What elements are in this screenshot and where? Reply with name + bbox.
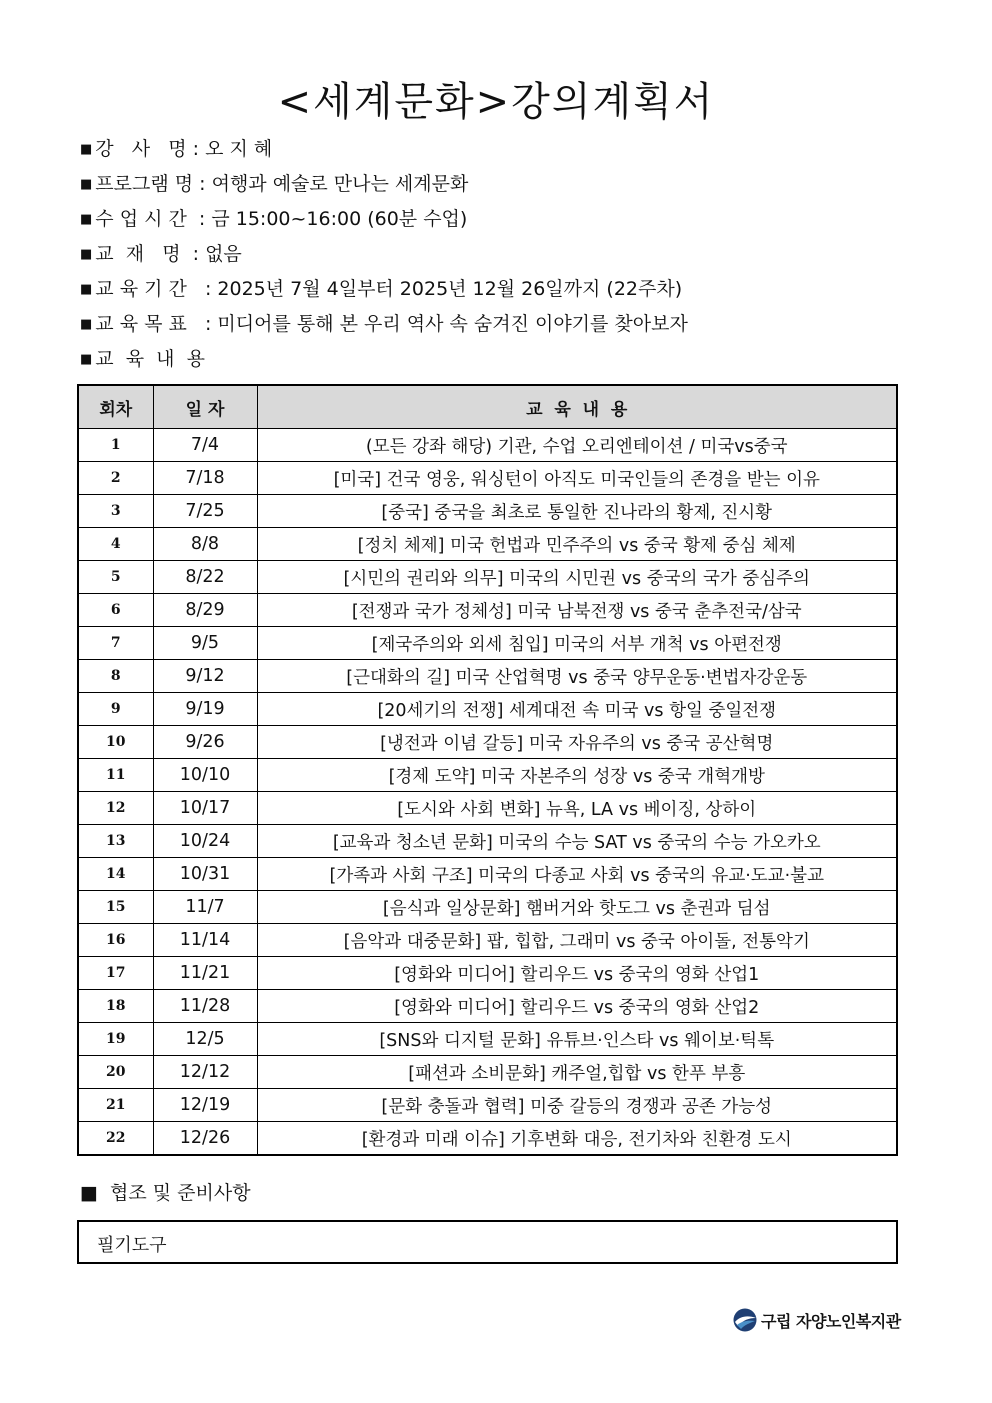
session-date: 12/12 [153, 1056, 257, 1089]
info-text: 프로그램 명 : 여행과 예술로 만나는 세계문화 [95, 173, 469, 195]
session-date: 11/14 [153, 924, 257, 957]
session-number: 7 [78, 627, 153, 660]
session-number: 22 [78, 1122, 153, 1156]
session-date: 9/26 [153, 726, 257, 759]
info-text: 교 육 기 간 : 2025년 7월 4일부터 2025년 12월 26일까지 (22주차) [95, 278, 683, 300]
session-number: 2 [78, 462, 153, 495]
session-date: 9/12 [153, 660, 257, 693]
table-row [78, 726, 897, 759]
session-number: 17 [78, 957, 153, 990]
prep-box [77, 1220, 898, 1264]
welfare-center-emblem-icon [732, 1307, 758, 1333]
session-number: 9 [78, 693, 153, 726]
session-date: 7/25 [153, 495, 257, 528]
session-number: 1 [78, 429, 153, 462]
center-name: 구립 자양노인복지관 [761, 1311, 901, 1331]
table-row [78, 495, 897, 528]
session-number: 21 [78, 1089, 153, 1122]
center-logo [732, 1307, 901, 1333]
table-row [78, 429, 897, 462]
session-content: [영화와 미디어] 할리우드 vs 중국의 영화 산업2 [257, 990, 897, 1023]
session-content: [음식과 일상문화] 햄버거와 핫도그 vs 춘권과 딤섬 [257, 891, 897, 924]
session-date: 8/29 [153, 594, 257, 627]
session-date: 11/28 [153, 990, 257, 1023]
info-text: 교 육 내 용 [95, 348, 205, 370]
bullet-square-icon: ■ [80, 282, 93, 297]
table-row [78, 858, 897, 891]
page-title: <세계문화>강의계획서 [277, 79, 715, 125]
session-content: [미국] 건국 영웅, 워싱턴이 아직도 미국인들의 존경을 받는 이유 [257, 462, 897, 495]
session-content: [환경과 미래 이슈] 기후변화 대응, 전기차와 친환경 도시 [257, 1122, 897, 1156]
table-row [78, 924, 897, 957]
schedule-body [78, 429, 897, 1156]
bullet-square-icon: ■ [80, 142, 93, 157]
session-number: 4 [78, 528, 153, 561]
session-number: 10 [78, 726, 153, 759]
info-goal [80, 307, 688, 342]
session-content: [경제 도약] 미국 자본주의 성장 vs 중국 개혁개방 [257, 759, 897, 792]
session-date: 10/10 [153, 759, 257, 792]
bullet-square-icon: ■ [80, 247, 93, 262]
table-row [78, 957, 897, 990]
session-date: 7/18 [153, 462, 257, 495]
session-date: 12/19 [153, 1089, 257, 1122]
info-content-heading [80, 342, 688, 377]
session-date: 9/19 [153, 693, 257, 726]
header-content: 교 육 내 용 [257, 385, 897, 429]
prep-content: 필기도구 [97, 1235, 167, 1256]
session-content: [문화 충돌과 협력] 미중 갈등의 경쟁과 공존 가능성 [257, 1089, 897, 1122]
bullet-square-icon: ■ [80, 317, 93, 332]
session-number: 3 [78, 495, 153, 528]
bullet-square-icon: ■ [80, 177, 93, 192]
table-row [78, 792, 897, 825]
session-content: [교육과 청소년 문화] 미국의 수능 SAT vs 중국의 수능 가오카오 [257, 825, 897, 858]
session-date: 8/22 [153, 561, 257, 594]
info-instructor [80, 132, 688, 167]
table-row [78, 627, 897, 660]
session-content: [음악과 대중문화] 팝, 힙합, 그래미 vs 중국 아이돌, 전통악기 [257, 924, 897, 957]
session-content: [패션과 소비문화] 캐주얼,힙합 vs 한푸 부흥 [257, 1056, 897, 1089]
session-content: [전쟁과 국가 정체성] 미국 남북전쟁 vs 중국 춘추전국/삼국 [257, 594, 897, 627]
session-content: [SNS와 디지털 문화] 유튜브·인스타 vs 웨이보·틱톡 [257, 1023, 897, 1056]
session-date: 8/8 [153, 528, 257, 561]
session-date: 11/7 [153, 891, 257, 924]
session-date: 10/17 [153, 792, 257, 825]
session-date: 9/5 [153, 627, 257, 660]
schedule-table [77, 384, 898, 1156]
session-content: [가족과 사회 구조] 미국의 다종교 사회 vs 중국의 유교·도교·불교 [257, 858, 897, 891]
session-content: [20세기의 전쟁] 세계대전 속 미국 vs 항일 중일전쟁 [257, 693, 897, 726]
bullet-square-icon: ■ [80, 212, 93, 227]
session-number: 15 [78, 891, 153, 924]
session-number: 13 [78, 825, 153, 858]
table-row [78, 528, 897, 561]
session-content: [시민의 권리와 의무] 미국의 시민권 vs 중국의 국가 중심주의 [257, 561, 897, 594]
session-content: [근대화의 길] 미국 산업혁명 vs 중국 양무운동·변법자강운동 [257, 660, 897, 693]
table-row [78, 561, 897, 594]
session-date: 10/24 [153, 825, 257, 858]
info-period [80, 272, 688, 307]
table-row [78, 825, 897, 858]
session-content: [정치 체제] 미국 헌법과 민주주의 vs 중국 황제 중심 체제 [257, 528, 897, 561]
table-row [78, 462, 897, 495]
table-header-row [78, 385, 897, 429]
info-textbook [80, 237, 688, 272]
session-number: 20 [78, 1056, 153, 1089]
table-row [78, 990, 897, 1023]
session-content: [중국] 중국을 최초로 통일한 진나라의 황제, 진시황 [257, 495, 897, 528]
info-program [80, 167, 688, 202]
table-row [78, 1023, 897, 1056]
table-row [78, 1056, 897, 1089]
session-content: [도시와 사회 변화] 뉴욕, LA vs 베이징, 상하이 [257, 792, 897, 825]
info-text: 교 육 목 표 : 미디어를 통해 본 우리 역사 속 숨겨진 이야기를 찾아보자 [95, 313, 688, 335]
session-date: 10/31 [153, 858, 257, 891]
session-content: [제국주의와 외세 침입] 미국의 서부 개척 vs 아편전쟁 [257, 627, 897, 660]
session-number: 5 [78, 561, 153, 594]
session-number: 16 [78, 924, 153, 957]
table-row [78, 594, 897, 627]
session-date: 11/21 [153, 957, 257, 990]
session-number: 8 [78, 660, 153, 693]
info-section [80, 132, 688, 377]
session-date: 12/26 [153, 1122, 257, 1156]
session-content: [냉전과 이념 갈등] 미국 자유주의 vs 중국 공산혁명 [257, 726, 897, 759]
table-row [78, 1089, 897, 1122]
info-text: 수 업 시 간 : 금 15:00~16:00 (60분 수업) [95, 208, 468, 230]
table-row [78, 891, 897, 924]
header-date: 일 자 [153, 385, 257, 429]
info-text: 강 사 명 : 오 지 혜 [95, 138, 273, 160]
session-content: (모든 강좌 해당) 기관, 수업 오리엔테이션 / 미국vs중국 [257, 429, 897, 462]
header-session: 회차 [78, 385, 153, 429]
session-number: 19 [78, 1023, 153, 1056]
table-row [78, 660, 897, 693]
prep-heading: ■ 협조 및 준비사항 [80, 1182, 251, 1204]
session-number: 6 [78, 594, 153, 627]
table-row [78, 759, 897, 792]
session-number: 11 [78, 759, 153, 792]
session-date: 7/4 [153, 429, 257, 462]
info-class-time [80, 202, 688, 237]
table-row [78, 1122, 897, 1156]
table-row [78, 693, 897, 726]
session-number: 12 [78, 792, 153, 825]
session-number: 14 [78, 858, 153, 891]
info-text: 교 재 명 : 없음 [95, 243, 242, 265]
session-number: 18 [78, 990, 153, 1023]
bullet-square-icon: ■ [80, 352, 93, 367]
session-content: [영화와 미디어] 할리우드 vs 중국의 영화 산업1 [257, 957, 897, 990]
session-date: 12/5 [153, 1023, 257, 1056]
